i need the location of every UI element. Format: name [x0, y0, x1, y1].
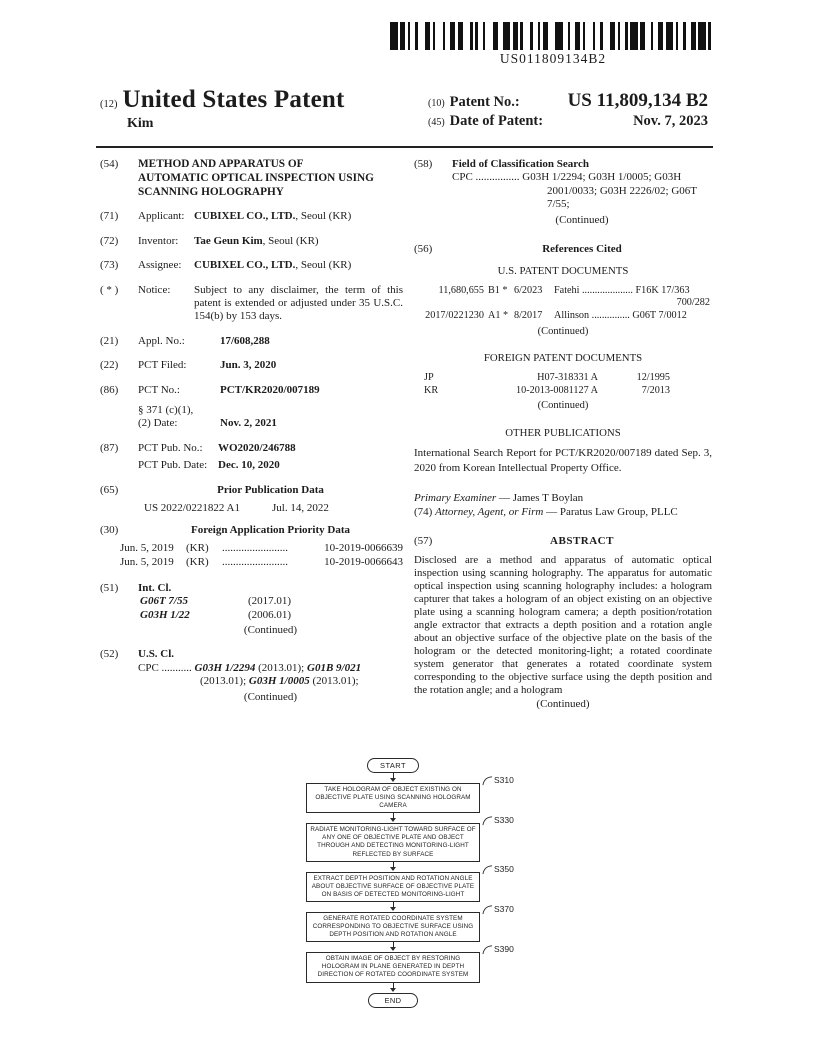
pct-no-label: PCT No.: [138, 383, 180, 396]
references-heading: References Cited [542, 243, 622, 256]
section-22-pct-filed [100, 359, 403, 372]
date-of-patent: Nov. 7, 2023 [633, 113, 708, 129]
continued-marker: (Continued) [555, 213, 609, 226]
field-tag-30: (30) [100, 524, 119, 537]
section-73-assignee [100, 259, 403, 272]
section-notice [100, 284, 403, 324]
examiner-attorney-block [414, 492, 712, 519]
step-box: OBTAIN IMAGE OF OBJECT BY RESTORING HOLOGRAM IN PLANE GENERATED IN DEPTH DIRECTION OF ROTATED COORDINATE SYSTEM [306, 952, 480, 982]
section-52-us-cl [100, 648, 403, 704]
invention-title: METHOD AND APPARATUS OF AUTOMATIC OPTICAL INSPECTION USING SCANNING HOLOGRAPHY [138, 158, 374, 198]
pct-pub-no-label: PCT Pub. No.: [138, 441, 203, 454]
inventor-value: Tae Geun Kim, Seoul (KR) [194, 234, 319, 247]
header-divider [96, 146, 713, 148]
patent-no-label: Patent No.: [449, 94, 520, 110]
inventor-surname: Kim [127, 116, 154, 131]
field-tag-56: (56) [414, 243, 433, 256]
prior-pub-date: Jul. 14, 2022 [272, 502, 329, 515]
notice-label: Notice: [138, 283, 171, 296]
other-publications-heading: OTHER PUBLICATIONS [505, 426, 621, 439]
field-search-heading: Field of Classification Search [452, 158, 589, 170]
continued-marker: (Continued) [243, 690, 298, 703]
371-clause: § 371 (c)(1), [138, 404, 194, 417]
step-label: S330 [482, 815, 514, 826]
primary-examiner-line: Primary Examiner — James T Boylan [414, 492, 584, 505]
dot-leader: ........................ [222, 541, 288, 554]
section-72-inventor [100, 235, 403, 248]
section-30-priority [100, 524, 403, 569]
header-right [428, 90, 708, 131]
continued-marker: (Continued) [243, 623, 298, 636]
step-label: S370 [482, 904, 514, 915]
flowchart-step-s310 [306, 775, 514, 813]
section-71-applicant [100, 210, 403, 223]
step-box: GENERATE ROTATED COORDINATE SYSTEM CORRESPONDING TO OBJECTIVE SURFACE USING DEPTH POSITION AND ROTATION ANGLE [306, 912, 480, 942]
field-tag-86: (86) [100, 383, 119, 396]
field-tag-51: (51) [100, 581, 119, 594]
371-date-value: Nov. 2, 2021 [220, 417, 277, 430]
abstract-text: Disclosed are a method and apparatus of automatic optical inspection using scanning holography. The apparatus for automatic optical inspection using scanning holography includes: a hologram capturer that takes a hologram of an object existing on an objective plate using a scanning hologram camera; a depth position/rotation angle extractor that extracts a depth position and a rotation angle about an objective surface of the objective plate on the basis of the hologram or the detected monitoring-light; a rotated coordinate system generator that generates a rotated coordinate system corresponding to the objective surface using the depth position and the rotation angle; and a hologram [414, 554, 712, 696]
field-tag-87: (87) [100, 441, 119, 454]
leader-curve-icon [482, 775, 493, 786]
step-label: S350 [482, 864, 514, 875]
step-box: EXTRACT DEPTH POSITION AND ROTATION ANGLE ABOUT OBJECTIVE SURFACE OF OBJECTIVE PLATE ON BASIS OF DETECTED MONITORING-LIGHT [306, 872, 480, 902]
prior-pub-number: US 2022/0221822 A1 [144, 502, 240, 515]
barcode-image [390, 22, 716, 50]
leader-curve-icon [482, 944, 493, 955]
document-title: United States Patent [122, 86, 345, 113]
field-tag-45: (45) [428, 117, 445, 128]
field-tag-54: (54) [100, 158, 119, 170]
attorney-line: (74) Attorney, Agent, or Firm — Paratus Law Group, PLLC [414, 505, 678, 518]
int-cl-row: G03H 1/22 (2006.01) [140, 608, 292, 621]
field-tag-71: (71) [100, 210, 119, 223]
flowchart-step-s370 [306, 903, 514, 942]
field-tag-73: (73) [100, 259, 119, 272]
field-tag-22: (22) [100, 359, 119, 372]
leader-curve-icon [482, 815, 493, 826]
dot-leader: ........................ [222, 556, 288, 569]
section-65-prior-pub [100, 484, 403, 516]
assignee-label: Assignee: [138, 259, 182, 272]
field-search-cpc: CPC ................ G03H 1/2294; G03H 1/0005; G03H 2001/0033; G03H 2226/02; G06T 7/55; [452, 171, 697, 211]
barcode-number: US011809134B2 [499, 51, 607, 66]
down-arrow-icon [390, 902, 396, 912]
field-tag-57: (57) [414, 535, 433, 548]
pct-pub-date-value: Dec. 10, 2020 [218, 459, 280, 472]
down-arrow-icon [390, 983, 396, 993]
priority-row: Jun. 5, 2019 (KR) ........................ 10-2019-0066643 [120, 556, 403, 569]
pct-pub-date-label: PCT Pub. Date: [138, 459, 208, 472]
header-left [100, 86, 400, 132]
step-label: S390 [482, 944, 514, 955]
us-cl-cpc: CPC ........... G03H 1/2294 (2013.01); G01B 9/021 (2013.01); G03H 1/0005 (2013.01); [138, 661, 362, 688]
flowchart-end-node: END [368, 993, 417, 1008]
date-of-patent-label: Date of Patent: [449, 113, 544, 129]
section-86-pct-no [100, 384, 403, 431]
pct-filed-label: PCT Filed: [138, 359, 187, 372]
us-patent-row: 11,680,655 B1 * 6/2023 Fatehi .................... F16K 17/363 [438, 284, 690, 296]
patent-barcode [390, 22, 716, 67]
us-cl-label: U.S. Cl. [138, 648, 175, 661]
priority-row: Jun. 5, 2019 (KR) ........................ 10-2019-0066639 [120, 541, 403, 554]
inventor-label: Inventor: [138, 234, 179, 247]
field-tag-asterisk: ( * ) [100, 283, 119, 296]
section-56-references [414, 243, 712, 476]
field-tag-65: (65) [100, 483, 119, 496]
section-58-field-search [414, 158, 712, 227]
field-tag-21: (21) [100, 334, 119, 347]
pct-no-value: PCT/KR2020/007189 [220, 383, 320, 396]
section-54-title [100, 158, 403, 199]
leader-curve-icon [482, 904, 493, 915]
step-box: TAKE HOLOGRAM OF OBJECT EXISTING ON OBJECTIVE PLATE USING SCANNING HOLOGRAM CAMERA [306, 783, 480, 813]
flowchart-step-s330 [306, 815, 514, 861]
assignee-value: CUBIXEL CO., LTD., Seoul (KR) [194, 259, 352, 272]
field-tag-58: (58) [414, 158, 433, 170]
appl-no-value: 17/608,288 [220, 334, 270, 347]
step-label: S310 [482, 775, 514, 786]
flowchart-step-s350 [306, 863, 514, 902]
foreign-docs-heading: FOREIGN PATENT DOCUMENTS [483, 352, 643, 365]
patent-number: US 11,809,134 B2 [567, 90, 708, 111]
pct-filed-value: Jun. 3, 2020 [220, 359, 277, 372]
section-57-abstract [414, 535, 712, 712]
applicant-value: CUBIXEL CO., LTD., Seoul (KR) [194, 210, 352, 223]
down-arrow-icon [390, 773, 396, 783]
step-box: RADIATE MONITORING-LIGHT TOWARD SURFACE OF ANY ONE OF OBJECTIVE PLATE AND OBJECT THROUGH AND DETECTING MONITORING-LIGHT REFLECTED BY SURFACE [306, 823, 480, 861]
down-arrow-icon [390, 862, 396, 872]
field-tag-72: (72) [100, 234, 119, 247]
down-arrow-icon [390, 813, 396, 823]
371-date-label: (2) Date: [138, 417, 178, 430]
left-column [100, 158, 403, 715]
section-21-appl-no [100, 335, 403, 348]
applicant-label: Applicant: [138, 210, 185, 223]
leader-curve-icon [482, 864, 493, 875]
field-tag-10: (10) [428, 98, 445, 109]
flowchart-step-s390 [306, 944, 514, 982]
foreign-patent-row: KR 10-2013-0081127 A 7/2013 [424, 385, 670, 397]
right-column [414, 158, 712, 712]
us-patent-row: 2017/0221230 A1 * 8/2017 Allinson ............... G06T 7/0012 [425, 310, 687, 322]
section-51-int-cl [100, 582, 403, 638]
int-cl-label: Int. Cl. [138, 581, 172, 594]
prior-pub-heading: Prior Publication Data [217, 483, 324, 496]
field-tag-12: (12) [100, 99, 118, 110]
field-tag-52: (52) [100, 648, 119, 661]
method-flowchart [306, 758, 514, 1008]
continued-marker: (Continued) [537, 400, 589, 412]
us-patent-row-cont: 700/282 [676, 297, 710, 309]
int-cl-row: G06T 7/55 (2017.01) [140, 595, 292, 608]
appl-no-label: Appl. No.: [138, 334, 185, 347]
priority-heading: Foreign Application Priority Data [191, 524, 350, 537]
pct-pub-no-value: WO2020/246788 [218, 441, 296, 454]
abstract-heading: ABSTRACT [550, 535, 614, 548]
continued-marker: (Continued) [537, 325, 589, 337]
us-patent-docs-heading: U.S. PATENT DOCUMENTS [497, 265, 629, 278]
other-publications-text: International Search Report for PCT/KR2020/007189 dated Sep. 3, 2020 from Korean Intellectual Property Office. [414, 447, 712, 475]
down-arrow-icon [390, 942, 396, 952]
foreign-patent-row: JP H07-318331 A 12/1995 [424, 372, 670, 384]
continued-marker: (Continued) [536, 698, 590, 711]
flowchart-start-node: START [367, 758, 419, 773]
section-87-pct-pub [100, 442, 403, 473]
notice-text: Subject to any disclaimer, the term of this patent is extended or adjusted under 35 U.S.C. 154(b) by 153 days. [194, 283, 403, 323]
